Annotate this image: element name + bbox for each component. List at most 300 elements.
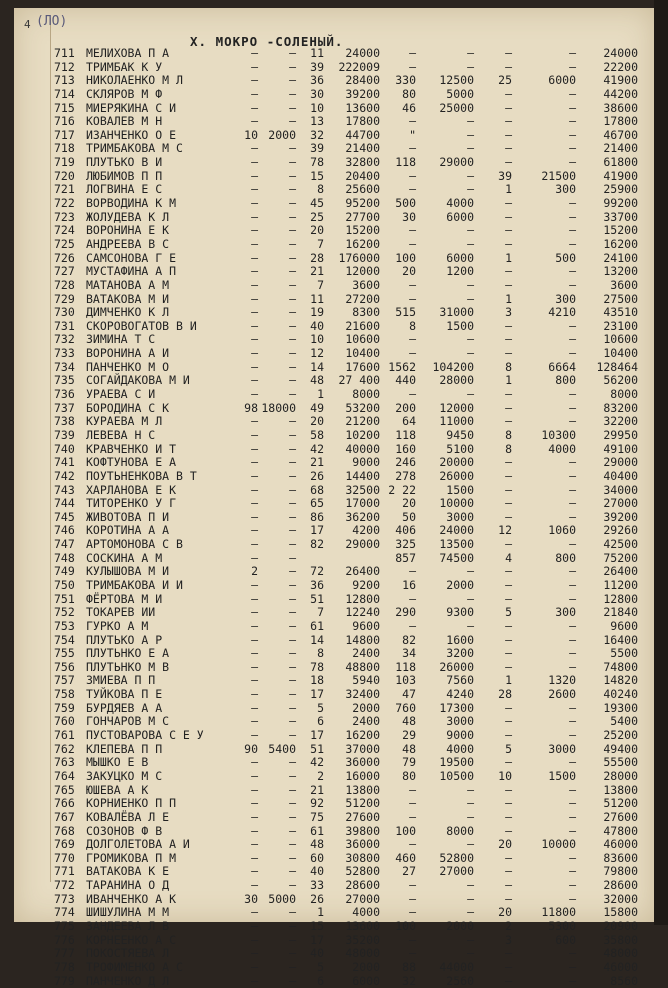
cell-f: 1200 <box>446 264 474 279</box>
cell-t: 38600 <box>603 100 638 115</box>
cell-b: 2000 <box>268 127 296 142</box>
cell-h: — <box>569 141 576 156</box>
cell-e: 29 <box>402 728 416 743</box>
cell-name: ЮШЕВА А К <box>86 782 149 797</box>
table-row <box>0 715 668 729</box>
table-row <box>0 688 668 702</box>
cell-g: — <box>505 755 512 770</box>
cell-d: 32800 <box>345 155 380 170</box>
table-row <box>0 320 668 334</box>
table-row <box>0 279 668 293</box>
cell-g: 39 <box>498 168 512 183</box>
cell-f: — <box>467 946 474 961</box>
cell-g: 10 <box>498 768 512 783</box>
cell-a: — <box>251 155 258 170</box>
cell-name: ВОРОНИНА А И <box>86 346 170 361</box>
cell-h: — <box>569 700 576 715</box>
cell-f: — <box>467 346 474 361</box>
cell-c: 17 <box>310 932 324 947</box>
cell-t: 46000 <box>603 959 638 974</box>
cell-no: 728 <box>54 277 75 292</box>
cell-e: 79 <box>402 755 416 770</box>
cell-d: 40000 <box>345 441 380 456</box>
cell-a: — <box>251 73 258 88</box>
cell-name: ГУРКО А М <box>86 618 149 633</box>
cell-h: 11800 <box>541 905 576 920</box>
cell-no: 736 <box>54 387 75 402</box>
cell-h: — <box>569 496 576 511</box>
cell-name: МИЕРЯКИНА С И <box>86 100 177 115</box>
cell-f: 29000 <box>439 155 474 170</box>
cell-e: 118 <box>395 659 416 674</box>
table-row <box>0 906 668 920</box>
cell-name: ТУЙКОВА П Е <box>86 687 163 702</box>
cell-e: — <box>409 346 416 361</box>
cell-f: 19500 <box>439 755 474 770</box>
cell-d: 13600 <box>345 100 380 115</box>
cell-e: — <box>409 114 416 129</box>
cell-d: 37000 <box>345 741 380 756</box>
cell-d: 21600 <box>345 318 380 333</box>
table-row <box>0 293 668 307</box>
cell-h: — <box>569 591 576 606</box>
cell-no: 772 <box>54 878 75 893</box>
cell-b: — <box>289 673 296 688</box>
cell-no: 758 <box>54 687 75 702</box>
cell-name: ЖОЛУДЕВА К Л <box>86 209 170 224</box>
cell-no: 773 <box>54 891 75 906</box>
cell-d: 51200 <box>345 796 380 811</box>
table-row <box>0 183 668 197</box>
cell-a: — <box>251 878 258 893</box>
cell-h: 800 <box>555 550 576 565</box>
cell-a: — <box>251 782 258 797</box>
cell-e: 325 <box>395 537 416 552</box>
cell-d: 14400 <box>345 468 380 483</box>
cell-g: — <box>505 86 512 101</box>
cell-no: 711 <box>54 46 75 60</box>
cell-d: 48000 <box>345 946 380 961</box>
cell-b: — <box>289 468 296 483</box>
cell-name: ДИМЧЕНКО К Л <box>86 305 170 320</box>
cell-h: — <box>569 946 576 961</box>
cell-c: 65 <box>310 496 324 511</box>
cell-f: — <box>467 168 474 183</box>
cell-no: 746 <box>54 523 75 538</box>
cell-g: — <box>505 646 512 661</box>
cell-name: БОРОДИНА С К <box>86 400 170 415</box>
cell-h: — <box>569 850 576 865</box>
cell-b: — <box>289 277 296 292</box>
cell-f: — <box>467 809 474 824</box>
cell-name: ВАТАКОВА К Е <box>86 864 170 879</box>
cell-d: 44700 <box>345 127 380 142</box>
cell-name: ЗАКУЦКО М С <box>86 768 163 783</box>
cell-no: 722 <box>54 196 75 211</box>
cell-h: 1500 <box>548 768 576 783</box>
cell-a: — <box>251 932 258 947</box>
cell-d: 27000 <box>345 891 380 906</box>
cell-t: 17800 <box>603 114 638 129</box>
cell-b: — <box>289 441 296 456</box>
cell-no: 755 <box>54 646 75 661</box>
table-row <box>0 74 668 88</box>
cell-e: 50 <box>402 509 416 524</box>
cell-g: — <box>505 714 512 729</box>
cell-b: — <box>289 59 296 74</box>
cell-a: — <box>251 659 258 674</box>
cell-h: — <box>569 878 576 893</box>
cell-b: — <box>289 946 296 961</box>
cell-name: ТРИМБАКОВА И И <box>86 577 183 592</box>
cell-a: — <box>251 236 258 251</box>
cell-c: 10 <box>310 100 324 115</box>
cell-h: — <box>569 59 576 74</box>
cell-a: 10 <box>244 127 258 142</box>
cell-e: 857 <box>395 550 416 565</box>
cell-b: — <box>289 73 296 88</box>
table-row <box>0 524 668 538</box>
cell-f: — <box>467 837 474 852</box>
cell-b: — <box>289 482 296 497</box>
cell-no: 727 <box>54 264 75 279</box>
cell-g: — <box>505 537 512 552</box>
cell-h: — <box>569 196 576 211</box>
cell-name: КОВАЛЁВА Л Е <box>86 809 170 824</box>
cell-e: 103 <box>395 673 416 688</box>
cell-f: — <box>467 782 474 797</box>
cell-name: КРАВЧЕНКО И Т <box>86 441 177 456</box>
cell-d: 10400 <box>345 346 380 361</box>
cell-d: 176000 <box>338 250 380 265</box>
cell-d: 39200 <box>345 86 380 101</box>
cell-no: 739 <box>54 427 75 442</box>
cell-c: 42 <box>310 755 324 770</box>
cell-a: — <box>251 905 258 920</box>
table-row <box>0 129 668 143</box>
table-row <box>0 634 668 648</box>
cell-b: — <box>289 864 296 879</box>
cell-name: ФЁРТОВА М И <box>86 591 163 606</box>
table-row <box>0 211 668 225</box>
cell-g: 5 <box>505 741 512 756</box>
cell-b: — <box>289 332 296 347</box>
cell-b: — <box>289 387 296 402</box>
cell-t: 83600 <box>603 850 638 865</box>
cell-t: 27600 <box>603 809 638 824</box>
cell-a: — <box>251 209 258 224</box>
cell-h: — <box>569 728 576 743</box>
cell-f: — <box>467 46 474 60</box>
cell-h: — <box>569 755 576 770</box>
cell-b: — <box>289 455 296 470</box>
cell-d: 17600 <box>345 359 380 374</box>
cell-e: 278 <box>395 468 416 483</box>
cell-name: ГОНЧАРОВ М С <box>86 714 170 729</box>
cell-a: — <box>251 509 258 524</box>
cell-d: 21200 <box>345 414 380 429</box>
cell-no: 764 <box>54 768 75 783</box>
cell-a: — <box>251 809 258 824</box>
table-row <box>0 702 668 716</box>
cell-a: 30 <box>244 891 258 906</box>
cell-b: — <box>289 359 296 374</box>
ledger-table <box>0 47 668 988</box>
cell-no: 732 <box>54 332 75 347</box>
cell-f: 26000 <box>439 468 474 483</box>
cell-a: — <box>251 864 258 879</box>
cell-no: 770 <box>54 850 75 865</box>
cell-b: — <box>289 605 296 620</box>
cell-h: — <box>569 46 576 60</box>
cell-h: 4210 <box>548 305 576 320</box>
cell-e: 88 <box>402 959 416 974</box>
cell-t: 8000 <box>610 387 638 402</box>
cell-no: 740 <box>54 441 75 456</box>
cell-no: 742 <box>54 468 75 483</box>
cell-no: 738 <box>54 414 75 429</box>
cell-c: 49 <box>310 400 324 415</box>
table-row <box>0 224 668 238</box>
cell-b: 5000 <box>268 891 296 906</box>
cell-e: 406 <box>395 523 416 538</box>
cell-name: ИЗАНЧЕНКО О Е <box>86 127 177 142</box>
cell-d: 16200 <box>345 236 380 251</box>
cell-g: 8 <box>505 441 512 456</box>
cell-name: КУРАЕВА М Л <box>86 414 163 429</box>
cell-t: 10400 <box>603 346 638 361</box>
cell-b: 18000 <box>261 400 296 415</box>
cell-h: — <box>569 236 576 251</box>
cell-c: 39 <box>310 141 324 156</box>
cell-a: — <box>251 196 258 211</box>
cell-b: — <box>289 837 296 852</box>
cell-d: 21400 <box>345 141 380 156</box>
cell-name: ТИТОРЕНКО У Г <box>86 496 177 511</box>
cell-t: 40240 <box>603 687 638 702</box>
cell-t: 41900 <box>603 73 638 88</box>
cell-d: 10600 <box>345 332 380 347</box>
cell-c: 6 <box>317 714 324 729</box>
cell-a: — <box>251 850 258 865</box>
cell-e: 46 <box>402 100 416 115</box>
cell-f: 2000 <box>446 577 474 592</box>
cell-g: — <box>505 864 512 879</box>
cell-a: — <box>251 973 258 988</box>
cell-name: ЛОГВИНА Е С <box>86 182 163 197</box>
cell-f: — <box>467 564 474 579</box>
cell-c: 40 <box>310 864 324 879</box>
cell-name: СОЗОНОВ Ф В <box>86 823 163 838</box>
cell-d: 27700 <box>345 209 380 224</box>
cell-b: — <box>289 564 296 579</box>
cell-h: — <box>569 891 576 906</box>
cell-g: — <box>505 209 512 224</box>
cell-e: 330 <box>395 73 416 88</box>
cell-t: 128464 <box>596 359 638 374</box>
cell-e: 515 <box>395 305 416 320</box>
cell-t: 8560 <box>610 973 638 988</box>
cell-no: 760 <box>54 714 75 729</box>
cell-h: — <box>569 796 576 811</box>
cell-e: 460 <box>395 850 416 865</box>
cell-h: — <box>569 414 576 429</box>
cell-b: — <box>289 550 296 565</box>
cell-d: 53200 <box>345 400 380 415</box>
cell-h: — <box>569 209 576 224</box>
cell-name: ЗМИЕВА П П <box>86 673 156 688</box>
cell-g: — <box>505 46 512 60</box>
cell-h: 4000 <box>548 441 576 456</box>
cell-a: — <box>251 700 258 715</box>
cell-h: 300 <box>555 182 576 197</box>
cell-e: 8 <box>409 318 416 333</box>
cell-a: — <box>251 46 258 60</box>
cell-c: 68 <box>310 482 324 497</box>
cell-g: 12 <box>498 523 512 538</box>
table-row <box>0 497 668 511</box>
cell-c: 40 <box>310 318 324 333</box>
cell-d: 2000 <box>352 700 380 715</box>
cell-a: 98 <box>244 400 258 415</box>
cell-f: 9450 <box>446 427 474 442</box>
table-row <box>0 975 668 988</box>
cell-a: — <box>251 482 258 497</box>
table-row <box>0 388 668 402</box>
cell-f: 10500 <box>439 768 474 783</box>
cell-no: 754 <box>54 632 75 647</box>
cell-c: 51 <box>310 591 324 606</box>
cell-c: 30 <box>310 86 324 101</box>
cell-g: — <box>505 878 512 893</box>
cell-c: 92 <box>310 796 324 811</box>
table-row <box>0 825 668 839</box>
cell-d: 8300 <box>352 305 380 320</box>
cell-g: — <box>505 414 512 429</box>
cell-e: 16 <box>402 577 416 592</box>
cell-d: 39800 <box>345 823 380 838</box>
cell-d: 32400 <box>345 687 380 702</box>
cell-no: 717 <box>54 127 75 142</box>
cell-b: — <box>289 659 296 674</box>
table-row <box>0 402 668 416</box>
table-row <box>0 961 668 975</box>
cell-g: — <box>505 387 512 402</box>
cell-name: КОВАЛЕВ М Н <box>86 114 163 129</box>
cell-c: 15 <box>310 919 324 933</box>
cell-a: — <box>251 414 258 429</box>
cell-f: 9000 <box>446 728 474 743</box>
cell-h: — <box>569 646 576 661</box>
cell-f: 10000 <box>439 496 474 511</box>
cell-d: 27 400 <box>338 373 380 388</box>
cell-h: — <box>569 318 576 333</box>
cell-t: 48000 <box>603 946 638 961</box>
cell-b: — <box>289 919 296 933</box>
cell-d: 4200 <box>352 523 380 538</box>
cell-b: — <box>289 523 296 538</box>
table-row <box>0 756 668 770</box>
cell-f: — <box>467 905 474 920</box>
cell-no: 741 <box>54 455 75 470</box>
cell-c: 2 <box>317 768 324 783</box>
cell-t: 29950 <box>603 427 638 442</box>
cell-g: 1 <box>505 291 512 306</box>
cell-f: 13500 <box>439 537 474 552</box>
cell-t: 26400 <box>603 564 638 579</box>
cell-a: — <box>251 618 258 633</box>
cell-t: 14820 <box>603 673 638 688</box>
cell-c: 48 <box>310 837 324 852</box>
cell-d: 2400 <box>352 714 380 729</box>
cell-t: 16400 <box>603 632 638 647</box>
cell-c: 28 <box>310 250 324 265</box>
cell-e: 32 <box>402 973 416 988</box>
cell-f: 3000 <box>446 714 474 729</box>
cell-no: 733 <box>54 346 75 361</box>
cell-b: — <box>289 646 296 661</box>
cell-t: 28600 <box>603 878 638 893</box>
cell-d: 35200 <box>345 932 380 947</box>
cell-t: 11200 <box>603 577 638 592</box>
cell-e: — <box>409 809 416 824</box>
cell-h: — <box>569 782 576 797</box>
cell-b: — <box>289 850 296 865</box>
cell-b: — <box>289 687 296 702</box>
cell-g: — <box>505 346 512 361</box>
cell-d: 222009 <box>338 59 380 74</box>
cell-g: 1 <box>505 373 512 388</box>
cell-no: 747 <box>54 537 75 552</box>
cell-e: — <box>409 932 416 947</box>
cell-no: 762 <box>54 741 75 756</box>
cell-h: — <box>569 823 576 838</box>
cell-g: — <box>505 809 512 824</box>
cell-e: 27 <box>402 864 416 879</box>
cell-name: КОРНЕЕНКО А С <box>86 932 177 947</box>
cell-c: 82 <box>310 537 324 552</box>
cell-no: 768 <box>54 823 75 838</box>
cell-b: — <box>289 809 296 824</box>
cell-b: — <box>289 223 296 238</box>
cell-t: 56200 <box>603 373 638 388</box>
cell-t: 15800 <box>603 905 638 920</box>
cell-a: — <box>251 100 258 115</box>
cell-no: 744 <box>54 496 75 511</box>
cell-g: — <box>505 264 512 279</box>
cell-a: — <box>251 59 258 74</box>
cell-c: 17 <box>310 728 324 743</box>
cell-t: 44200 <box>603 86 638 101</box>
cell-a: — <box>251 496 258 511</box>
cell-c: 19 <box>310 305 324 320</box>
cell-b: — <box>289 318 296 333</box>
cell-name: ПЛУТЬКО В И <box>86 155 163 170</box>
cell-g: 8 <box>505 359 512 374</box>
cell-e: — <box>409 236 416 251</box>
cell-no: 713 <box>54 73 75 88</box>
cell-c: 75 <box>310 809 324 824</box>
cell-h: 5300 <box>548 919 576 933</box>
cell-d: 2000 <box>352 959 380 974</box>
table-row <box>0 770 668 784</box>
cell-t: 16200 <box>603 236 638 251</box>
cell-c: 21 <box>310 782 324 797</box>
cell-c: 8 <box>317 182 324 197</box>
cell-a: — <box>251 441 258 456</box>
table-row <box>0 947 668 961</box>
cell-no: 766 <box>54 796 75 811</box>
